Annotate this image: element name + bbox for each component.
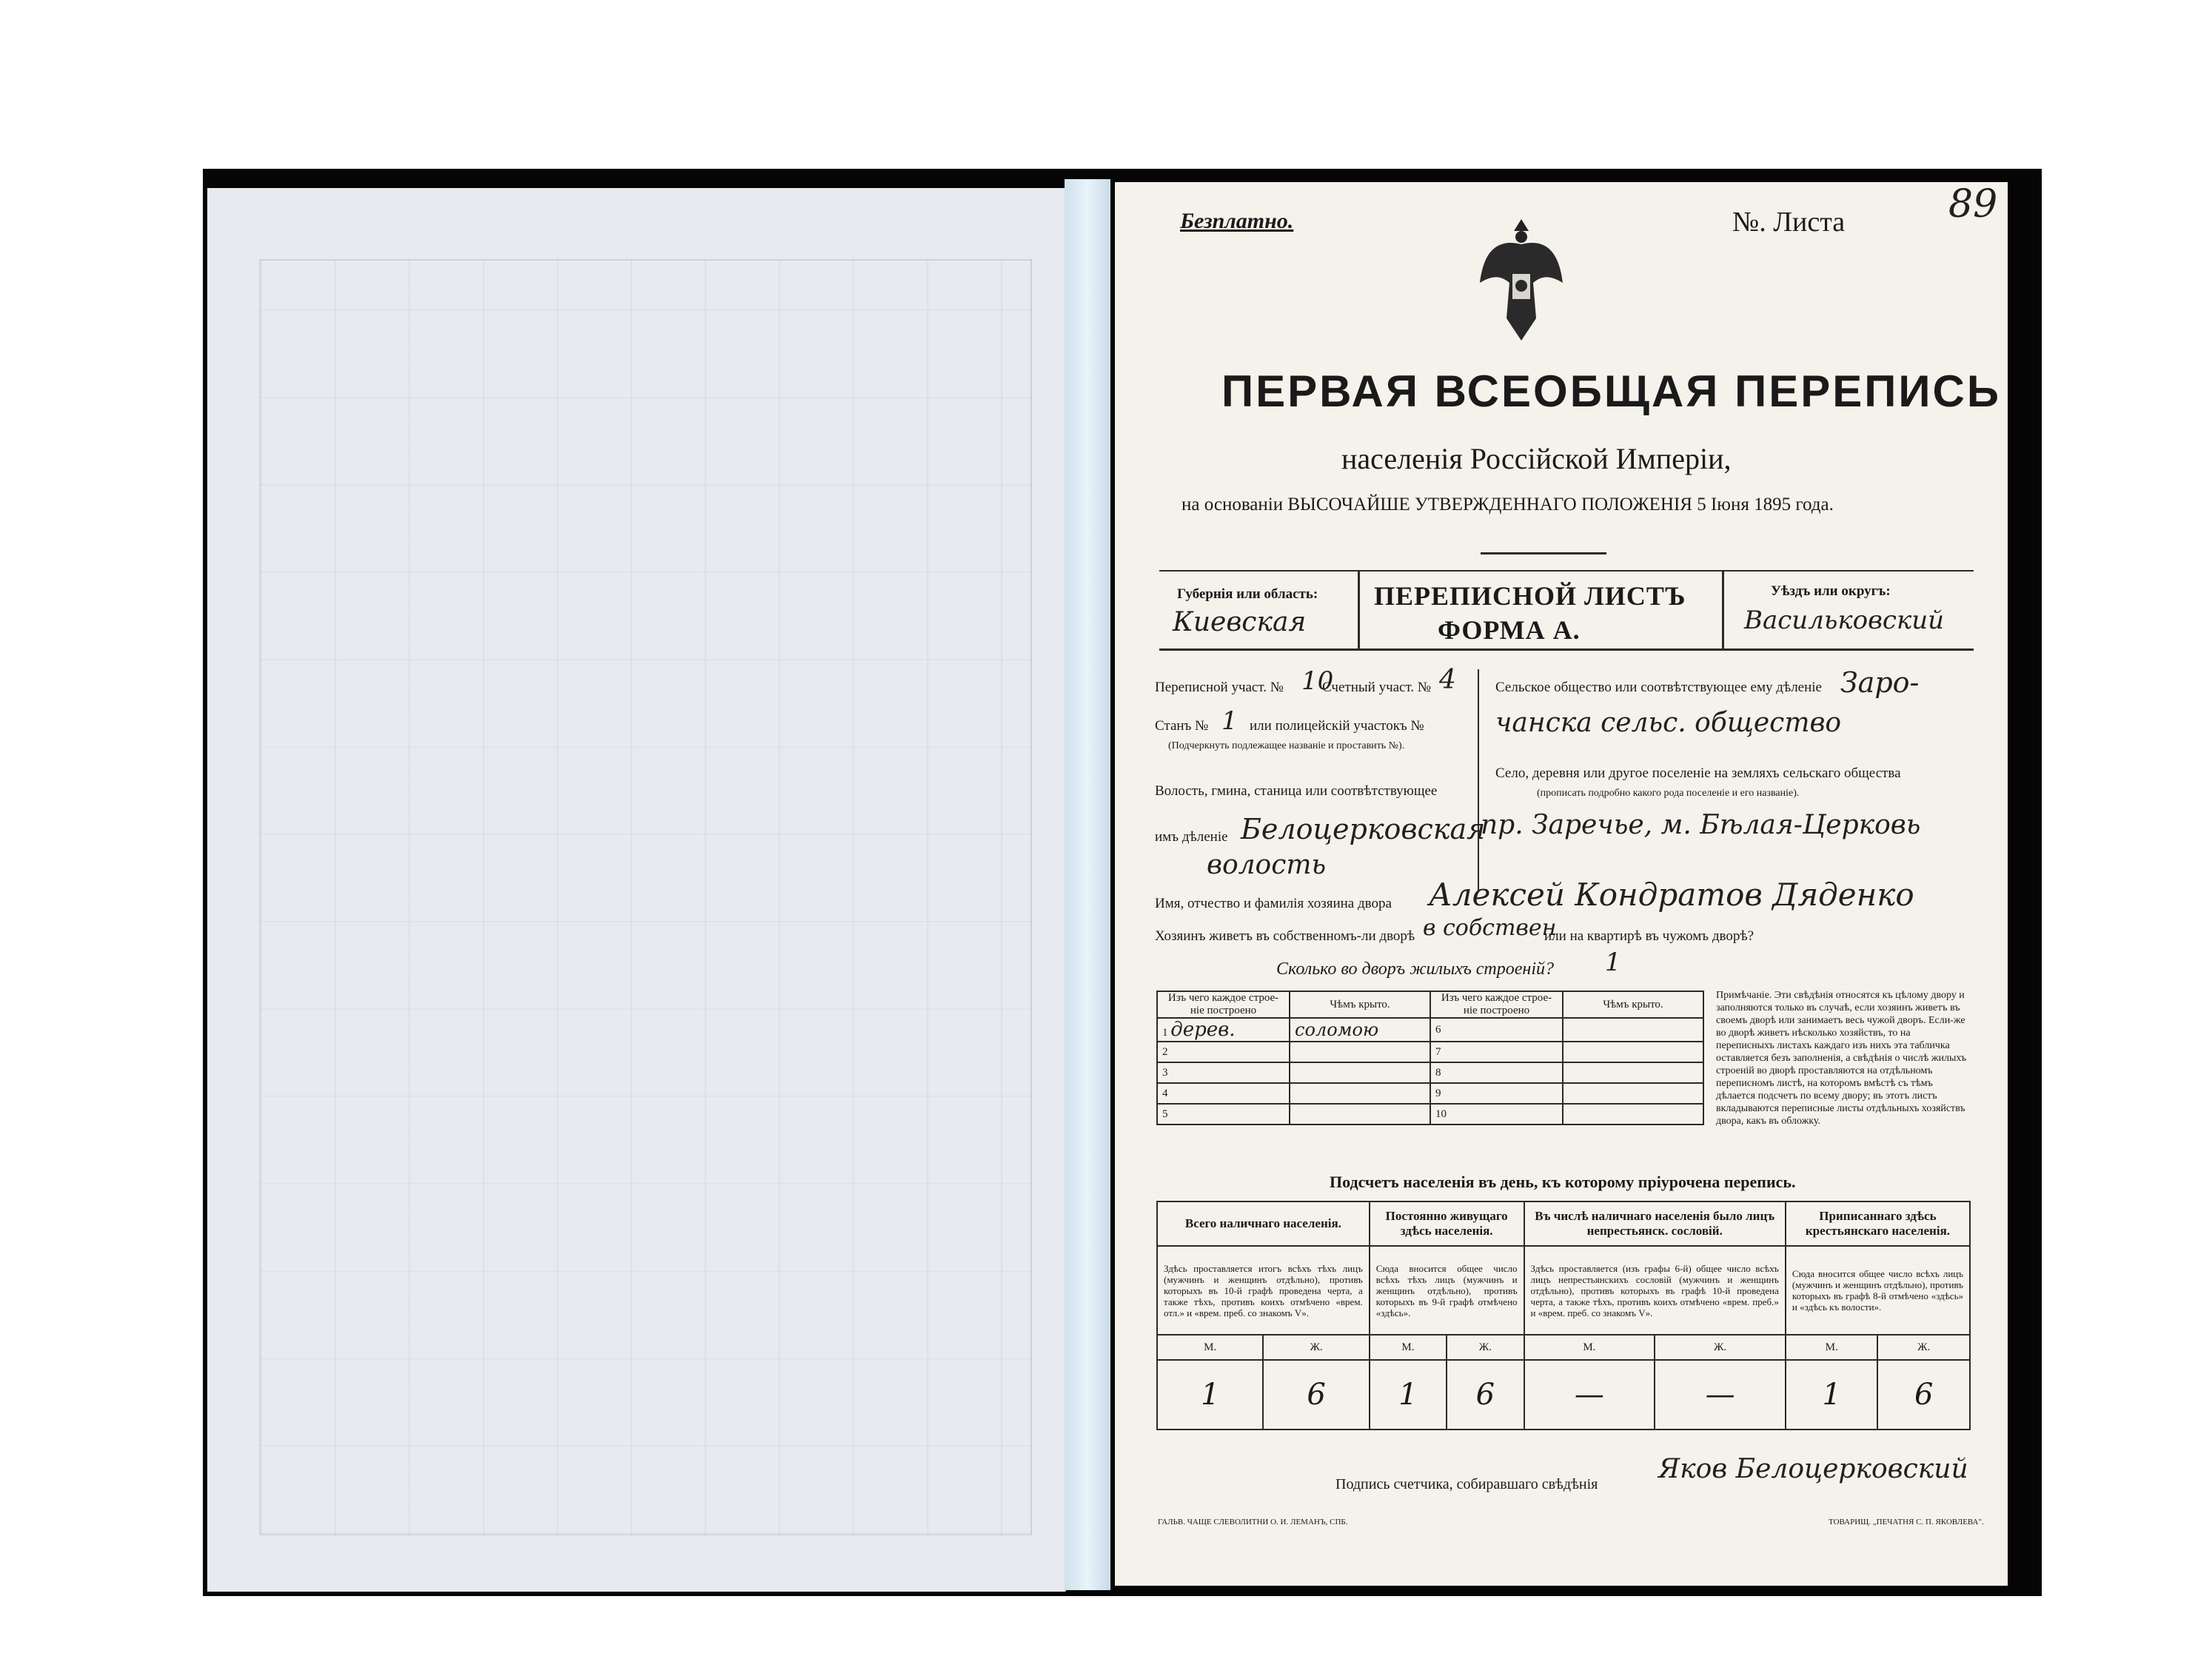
- zh-label: Ж.: [1877, 1335, 1970, 1360]
- owner-value: Алексей Кондратов Дяденко: [1429, 877, 1914, 913]
- underline-note: (Подчеркнуть подлежащее названіе и проставить №).: [1168, 740, 1405, 751]
- m-label: М.: [1524, 1335, 1655, 1360]
- police-label: или полицейскій участокъ №: [1250, 718, 1424, 734]
- left-page-blank: [207, 188, 1066, 1592]
- village-label: Село, деревня или другое поселеніе на земляхъ сельскаго общества: [1495, 765, 1901, 781]
- society-value-1: Заро-: [1840, 666, 1920, 699]
- summary-col-4-head: Приписаннаго здѣсь крестьянскаго населенія.: [1786, 1201, 1970, 1246]
- perepis-uchast-value: 10: [1301, 666, 1334, 696]
- building-row: [1430, 1062, 1563, 1083]
- uezd-value: Васильковский: [1744, 606, 1945, 635]
- signature-value: Яков Белоцерковский: [1658, 1454, 1968, 1484]
- building-row: [1157, 1104, 1290, 1125]
- row-number: 10: [1435, 1107, 1447, 1120]
- summary-col-3-head: Въ числѣ наличнаго населенія было лицъ непрестьянск. сословій.: [1524, 1201, 1786, 1246]
- buildings-value: 1: [1605, 948, 1621, 977]
- footer-right: ТОВАРИЩ. „ПЕЧАТНЯ С. П. ЯКОВЛЕВА".: [1829, 1518, 1984, 1526]
- village-note: (прописать подробно какого рода поселеніе и его названіе).: [1537, 788, 1800, 799]
- book-gutter: [1065, 179, 1110, 1590]
- m-label: М.: [1157, 1335, 1263, 1360]
- volost-label-2: имъ дѣленіе: [1155, 829, 1228, 845]
- row-material-value: дерев.: [1170, 1019, 1236, 1041]
- row-roof-value: соломою: [1295, 1019, 1379, 1040]
- building-row: [1157, 1042, 1290, 1062]
- society-label: Сельское общество или соотвѣтствующее ему дѣленіе: [1495, 680, 1822, 695]
- row-number: 4: [1162, 1087, 1168, 1099]
- uezd-label: Уѣздъ или округъ:: [1771, 583, 1891, 599]
- volost-value-2: волость: [1207, 850, 1327, 880]
- building-roof: [1563, 1042, 1703, 1062]
- building-row: [1157, 1062, 1290, 1083]
- remark-note: Примѣчаніе. Эти свѣдѣнія относятся къ цѣлому двору и заполняются только въ случаѣ, если хозяинъ живетъ въ своемъ дворѣ или занимаетъ весь чужой дворъ. Если-же во дворѣ живетъ нѣсколько хозяйствъ, то на переписныхъ листахъ каждаго изъ нихъ эта табличка оставляется безъ заполненія, а свѣдѣнія о числѣ жилыхъ строеній во дворѣ проставляются на отдѣльномъ переписномъ листѣ, на которомъ вмѣстѣ съ тѣмъ дѣлается подсчетъ по всему двору; въ этотъ листъ вкладываются переписные листы отдѣльныхъ хозяйствъ двора, какъ въ обложку.: [1716, 990, 1967, 1127]
- col-material: Изъ чего каждое строе-ніе построено: [1157, 991, 1290, 1018]
- row-number: 8: [1435, 1066, 1441, 1079]
- summary-col-1-head: Всего наличнаго населенія.: [1157, 1201, 1370, 1246]
- m-label: М.: [1786, 1335, 1878, 1360]
- summary-col-4-desc: Сюда вносится общее число всѣхъ лицъ (мужчинъ и женщинъ отдѣльно), противъ которыхъ въ графѣ 8-й отмѣчено «здѣсь» и «здѣсь къ волости».: [1786, 1246, 1970, 1335]
- building-roof: [1290, 1062, 1430, 1083]
- summary-col-1-zh: 6: [1263, 1360, 1369, 1430]
- owner-label: Имя, отчество и фамилія хозяина двора: [1155, 896, 1392, 911]
- building-roof: [1290, 1042, 1430, 1062]
- building-row: [1430, 1018, 1563, 1042]
- summary-col-3-desc: Здѣсь проставляется (изъ графы 6-й) общее число всѣхъ лицъ непрестьянскихъ сословій (мужчинъ и женщинъ отдѣльно), противъ которыхъ въ графѣ 10-й проведена черта, а также тѣхъ, противъ коихъ отмѣчено «врем. преб.» и «врем. преб. со знакомъ V».: [1524, 1246, 1786, 1335]
- summary-col-4-m: 1: [1786, 1360, 1878, 1430]
- building-roof: [1563, 1062, 1703, 1083]
- building-roof: [1563, 1083, 1703, 1104]
- lives-value: в собствен: [1423, 915, 1557, 941]
- buildings-label: Сколько во дворъ жилыхъ строеній?: [1276, 959, 1554, 979]
- row-number: 7: [1435, 1045, 1441, 1058]
- summary-col-1-m: 1: [1157, 1360, 1263, 1430]
- building-roof: [1290, 1083, 1430, 1104]
- box-divider-left: [1358, 570, 1360, 650]
- sheet-title: ПЕРЕПИСНОЙ ЛИСТЪ: [1374, 581, 1686, 611]
- ornament-divider: [1481, 552, 1606, 554]
- document-subtitle: населенія Россійской Имперіи,: [1341, 442, 1732, 475]
- zh-label: Ж.: [1655, 1335, 1786, 1360]
- summary-col-2-zh: 6: [1447, 1360, 1524, 1430]
- building-row: [1430, 1042, 1563, 1062]
- summary-table: [1156, 1201, 1971, 1430]
- summary-col-4-zh: 6: [1877, 1360, 1970, 1430]
- footer-left: ГАЛЬВ. ЧАЩЕ СЛЕВОЛИТНИ О. И. ЛЕМАНЪ, СПБ.: [1158, 1518, 1348, 1526]
- row-number: 2: [1162, 1045, 1168, 1058]
- stan-value: 1: [1221, 706, 1238, 736]
- summary-col-2-m: 1: [1370, 1360, 1447, 1430]
- signature-label: Подпись счетчика, собиравшаго свѣдѣнія: [1335, 1476, 1598, 1492]
- box-top-line: [1159, 570, 1974, 572]
- row-number: 1: [1162, 1027, 1168, 1039]
- document-basis: на основаніи ВЫСОЧАЙШЕ УТВЕРЖДЕННАГО ПОЛОЖЕНІЯ 5 Іюня 1895 года.: [1182, 495, 1834, 515]
- lives-label-2: или на квартирѣ въ чужомъ дворѣ?: [1544, 928, 1754, 944]
- bleed-through-grid: [259, 259, 1032, 1535]
- building-roof: [1290, 1104, 1430, 1125]
- free-label: Безплатно.: [1180, 209, 1294, 233]
- summary-col-3-zh: —: [1655, 1360, 1786, 1430]
- summary-heading: Подсчетъ населенія въ день, къ которому пріурочена перепись.: [1330, 1173, 1796, 1191]
- building-roof: [1290, 1018, 1430, 1042]
- schet-uchast-label: Счетный участ. №: [1322, 680, 1431, 695]
- summary-col-2-head: Постоянно живущаго здѣсь населенія.: [1370, 1201, 1524, 1246]
- summary-col-1-desc: Здѣсь проставляется итогъ всѣхъ тѣхъ лицъ (мужчинъ и женщинъ отдѣльно), противъ которыхъ въ 10-й графѣ проведена черта, а также тѣхъ, противъ коихъ отмѣчено «врем. отл.» и «врем. преб. со знакомъ V».: [1157, 1246, 1370, 1335]
- volost-value-1: Белоцерковская: [1241, 813, 1486, 845]
- gubernia-value: Киевская: [1173, 607, 1307, 637]
- fields-divider: [1478, 669, 1479, 891]
- zh-label: Ж.: [1263, 1335, 1369, 1360]
- col-roof-2: Чѣмъ крыто.: [1563, 991, 1703, 1018]
- row-number: 9: [1435, 1087, 1441, 1099]
- society-value-2: чанска сельс. общество: [1495, 708, 1842, 738]
- summary-col-3-m: —: [1524, 1360, 1655, 1430]
- row-number: 6: [1435, 1023, 1441, 1036]
- building-row: [1157, 1083, 1290, 1104]
- building-row: [1430, 1083, 1563, 1104]
- col-roof: Чѣмъ крыто.: [1290, 991, 1430, 1018]
- schet-uchast-value: 4: [1439, 665, 1456, 695]
- village-value: пр. Заречье, м. Бѣлая-Церковь: [1481, 810, 1921, 840]
- sheet-number-label: №. Листа: [1732, 207, 1846, 238]
- box-divider-right: [1722, 570, 1724, 650]
- building-roof: [1563, 1104, 1703, 1125]
- m-label: М.: [1370, 1335, 1447, 1360]
- row-number: 5: [1162, 1107, 1168, 1120]
- volost-label: Волость, гмина, станица или соотвѣтствующее: [1155, 783, 1438, 799]
- sheet-form: ФОРМА А.: [1438, 615, 1581, 645]
- gubernia-label: Губернія или область:: [1177, 586, 1318, 602]
- buildings-table: [1156, 991, 1704, 1125]
- summary-col-2-desc: Сюда вносится общее число всѣхъ тѣхъ лицъ (мужчинъ и женщинъ отдѣльно), противъ которыхъ въ 9-й графѣ отмѣчено «здѣсь».: [1370, 1246, 1524, 1335]
- building-row: [1157, 1018, 1290, 1042]
- lives-label: Хозяинъ живетъ въ собственномъ-ли дворѣ: [1155, 928, 1415, 944]
- row-number: 3: [1162, 1066, 1168, 1079]
- building-roof: [1563, 1018, 1703, 1042]
- building-row: [1430, 1104, 1563, 1125]
- document-title: ПЕРВАЯ ВСЕОБЩАЯ ПЕРЕПИСЬ: [1221, 366, 2001, 416]
- zh-label: Ж.: [1447, 1335, 1524, 1360]
- perepis-uchast-label: Переписной участ. №: [1155, 680, 1284, 695]
- box-bottom-line: [1159, 648, 1974, 651]
- imperial-eagle-icon: [1477, 215, 1566, 348]
- stan-label: Станъ №: [1155, 718, 1209, 734]
- sheet-number-value: 89: [1948, 182, 1998, 227]
- col-material-2: Изъ чего каждое строе-ніе построено: [1430, 991, 1563, 1018]
